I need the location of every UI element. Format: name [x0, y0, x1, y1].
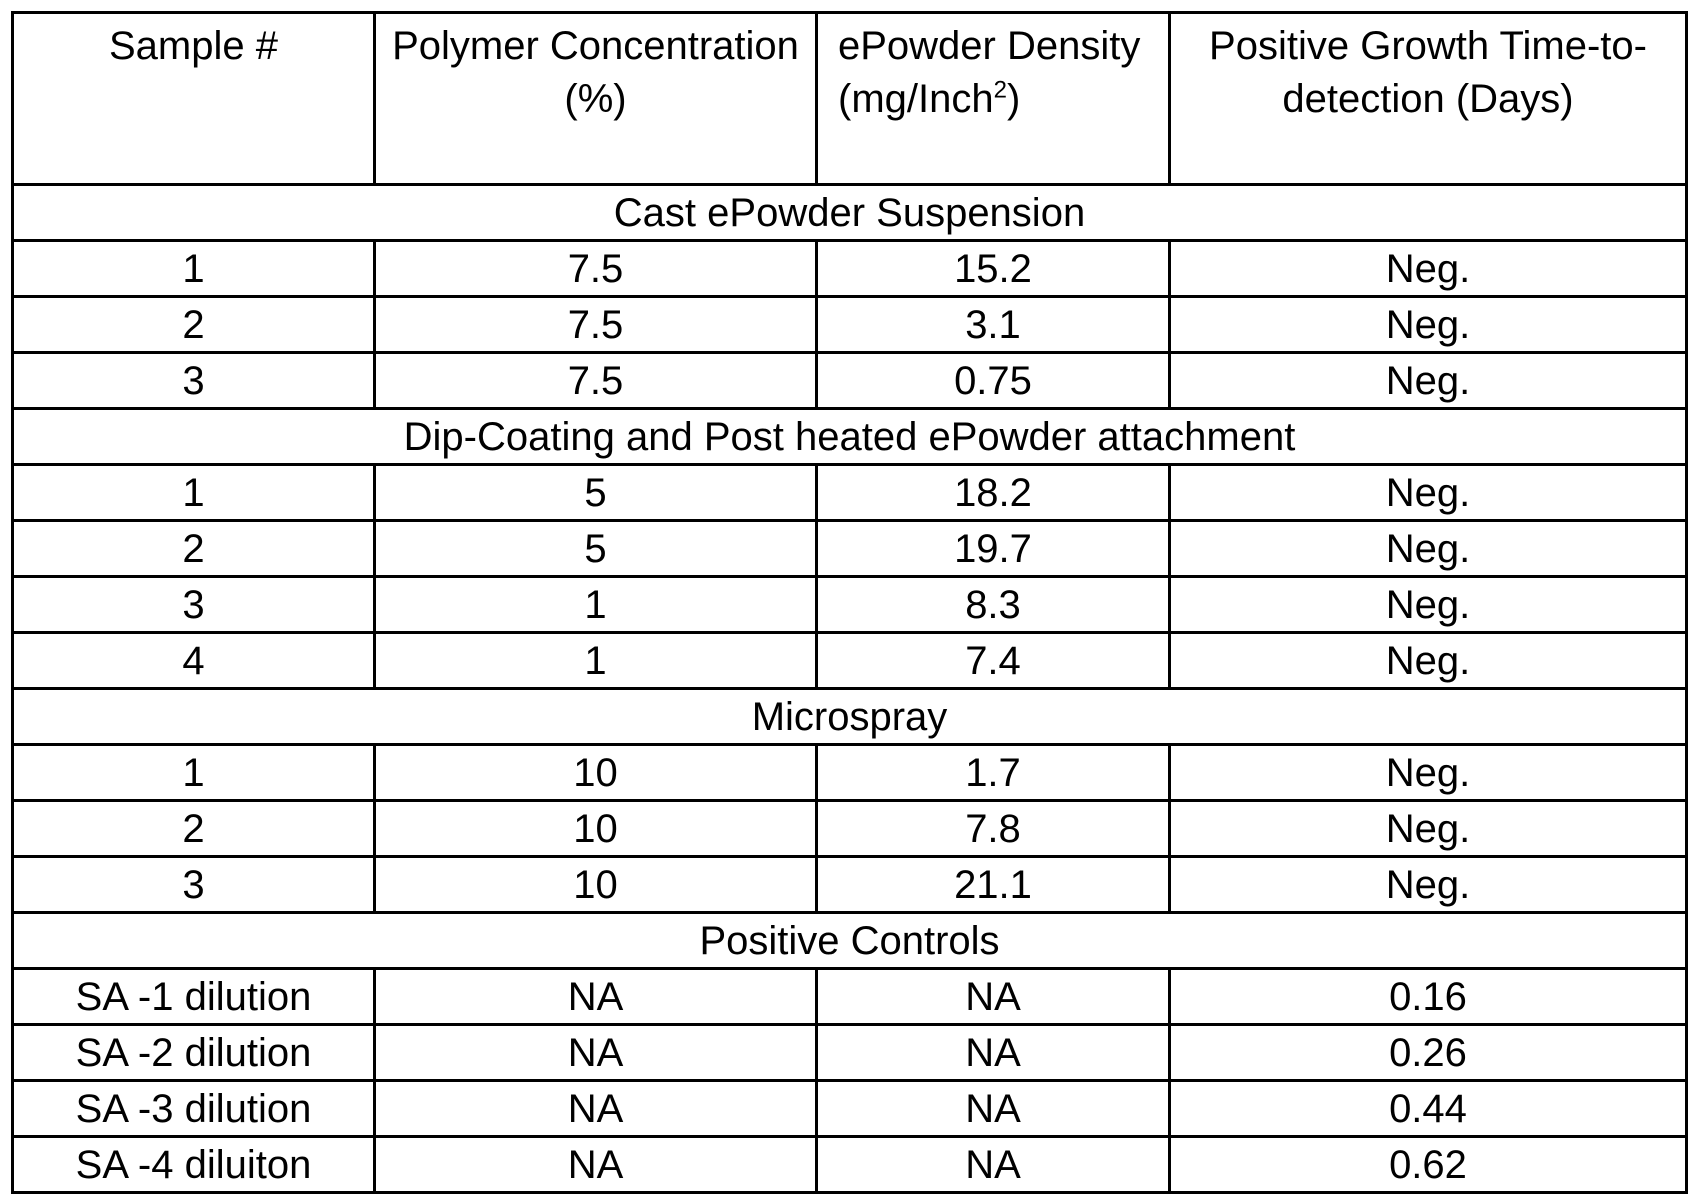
cell-polymer-concentration: 1 [375, 633, 817, 689]
cell-sample: SA -3 dilution [13, 1081, 375, 1137]
cell-epowder-density: NA [817, 1025, 1170, 1081]
section-header-row [13, 409, 1687, 465]
cell-epowder-density: 7.4 [817, 633, 1170, 689]
cell-polymer-concentration: 10 [375, 801, 817, 857]
cell-time-to-detection: Neg. [1170, 633, 1687, 689]
cell-epowder-density: 8.3 [817, 577, 1170, 633]
cell-epowder-density: 19.7 [817, 521, 1170, 577]
cell-polymer-concentration: NA [375, 1025, 817, 1081]
table-row [13, 745, 1687, 801]
cell-sample: SA -1 dilution [13, 969, 375, 1025]
cell-sample: 1 [13, 745, 375, 801]
cell-time-to-detection: Neg. [1170, 745, 1687, 801]
table-row [13, 801, 1687, 857]
cell-sample: 1 [13, 465, 375, 521]
cell-polymer-concentration: 10 [375, 745, 817, 801]
cell-epowder-density: NA [817, 1081, 1170, 1137]
cell-polymer-concentration: 1 [375, 577, 817, 633]
section-title: Microspray [13, 689, 1687, 745]
cell-time-to-detection: Neg. [1170, 465, 1687, 521]
table-row [13, 577, 1687, 633]
table-row [13, 633, 1687, 689]
cell-time-to-detection: Neg. [1170, 577, 1687, 633]
header-epowder-density: ePowder Density (mg/Inch2) [817, 13, 1170, 185]
table-row [13, 297, 1687, 353]
cell-time-to-detection: Neg. [1170, 297, 1687, 353]
header-polymer-concentration: Polymer Concentration (%) [375, 13, 817, 185]
table-row [13, 1081, 1687, 1137]
cell-polymer-concentration: NA [375, 1081, 817, 1137]
cell-polymer-concentration: 7.5 [375, 297, 817, 353]
cell-polymer-concentration: NA [375, 969, 817, 1025]
cell-epowder-density: 18.2 [817, 465, 1170, 521]
table-row [13, 969, 1687, 1025]
cell-time-to-detection: 0.44 [1170, 1081, 1687, 1137]
cell-sample: 2 [13, 521, 375, 577]
cell-polymer-concentration: 5 [375, 521, 817, 577]
cell-polymer-concentration: 7.5 [375, 353, 817, 409]
cell-polymer-concentration: 7.5 [375, 241, 817, 297]
cell-sample: 4 [13, 633, 375, 689]
table-row [13, 241, 1687, 297]
cell-time-to-detection: Neg. [1170, 857, 1687, 913]
cell-epowder-density: 1.7 [817, 745, 1170, 801]
cell-polymer-concentration: 5 [375, 465, 817, 521]
cell-polymer-concentration: 10 [375, 857, 817, 913]
cell-sample: 2 [13, 801, 375, 857]
section-title: Dip-Coating and Post heated ePowder attachment [13, 409, 1687, 465]
cell-epowder-density: 15.2 [817, 241, 1170, 297]
cell-time-to-detection: Neg. [1170, 801, 1687, 857]
cell-sample: SA -2 dilution [13, 1025, 375, 1081]
table-row [13, 857, 1687, 913]
section-header-row [13, 689, 1687, 745]
cell-sample: 1 [13, 241, 375, 297]
header-row [13, 13, 1687, 185]
table-row [13, 465, 1687, 521]
cell-epowder-density: NA [817, 1137, 1170, 1193]
cell-epowder-density: NA [817, 969, 1170, 1025]
header-time-to-detection: Positive Growth Time-to-detection (Days) [1170, 13, 1687, 185]
cell-time-to-detection: Neg. [1170, 241, 1687, 297]
results-table [11, 11, 1688, 1194]
cell-time-to-detection: 0.16 [1170, 969, 1687, 1025]
cell-polymer-concentration: NA [375, 1137, 817, 1193]
cell-sample: 3 [13, 857, 375, 913]
cell-time-to-detection: 0.26 [1170, 1025, 1687, 1081]
cell-sample: 3 [13, 353, 375, 409]
cell-sample: 2 [13, 297, 375, 353]
cell-epowder-density: 7.8 [817, 801, 1170, 857]
header-sample: Sample # [13, 13, 375, 185]
table-row [13, 1025, 1687, 1081]
cell-epowder-density: 0.75 [817, 353, 1170, 409]
cell-epowder-density: 3.1 [817, 297, 1170, 353]
section-title: Cast ePowder Suspension [13, 185, 1687, 241]
table-row [13, 1137, 1687, 1193]
cell-sample: 3 [13, 577, 375, 633]
section-title: Positive Controls [13, 913, 1687, 969]
table-row [13, 353, 1687, 409]
cell-time-to-detection: Neg. [1170, 353, 1687, 409]
section-header-row [13, 913, 1687, 969]
cell-sample: SA -4 diluiton [13, 1137, 375, 1193]
cell-time-to-detection: Neg. [1170, 521, 1687, 577]
cell-epowder-density: 21.1 [817, 857, 1170, 913]
section-header-row [13, 185, 1687, 241]
table-row [13, 521, 1687, 577]
cell-time-to-detection: 0.62 [1170, 1137, 1687, 1193]
